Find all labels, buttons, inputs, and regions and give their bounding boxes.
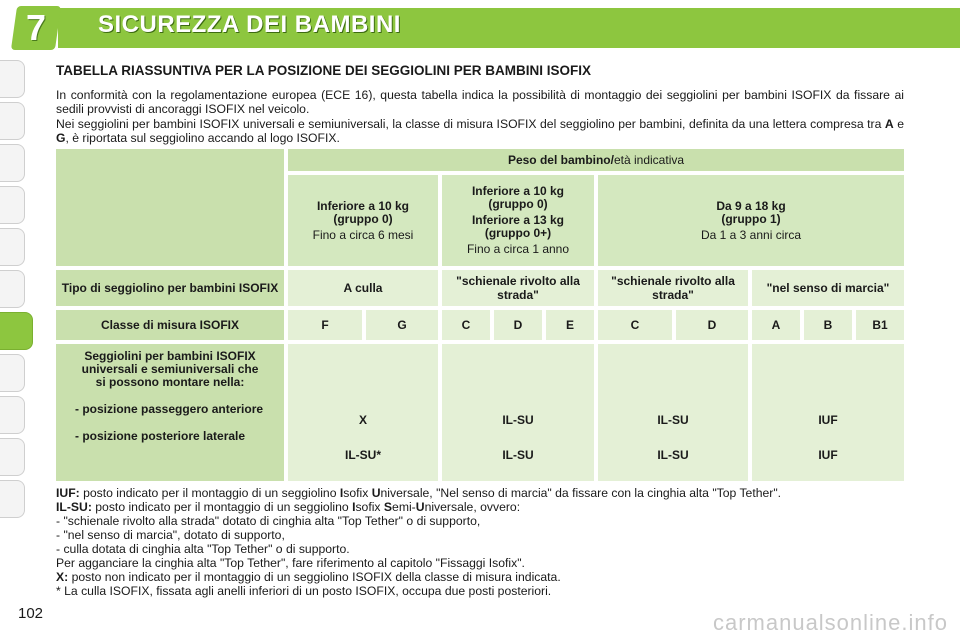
intro-letter-a: A [884, 117, 894, 131]
page-number: 102 [18, 605, 44, 622]
side-tabs [0, 60, 34, 522]
intro-letter-g: G [56, 131, 66, 145]
intro-text: e [893, 117, 904, 131]
note-hook: Per agganciare la cinghia alta "Top Tether", fare riferimento al capitolo "Fissaggi Isofix". [56, 556, 525, 570]
class-cell: C [442, 310, 490, 340]
note-letter: U [371, 486, 381, 500]
class-label: Classe di misura ISOFIX [56, 310, 284, 340]
watermark: carmanualsonline.info [712, 610, 948, 635]
rear-value: IL-SU* [345, 448, 381, 462]
type-label: Tipo di seggiolino per bambini ISOFIX [56, 270, 284, 306]
class-cell: G [366, 310, 438, 340]
note-key: IUF: [56, 486, 80, 500]
note-iuf [56, 486, 904, 500]
weight-header-rest: età indicativa [613, 153, 685, 167]
notes [56, 486, 904, 598]
group-weight: Inferiore a 10 kg [316, 198, 410, 213]
intro-text: , è riportata sul seggiolino accando al logo ISOFIX. [65, 131, 340, 145]
group-1 [598, 175, 904, 266]
note-key: X: [56, 570, 69, 584]
rear-value: IUF [818, 448, 838, 462]
front-value: IL-SU [657, 413, 689, 427]
table-corner [56, 149, 284, 266]
seat-col-1 [442, 344, 594, 481]
weight-header-bold: Peso del bambino/ [507, 153, 614, 167]
intro-text: Nei seggiolini per bambini ISOFIX universali e semiuniversali, la classe di misura ISOFIX del seggiolino per bambini, definita da una lettera compresa tra [56, 117, 885, 131]
group-0-plus [442, 175, 594, 266]
side-tab[interactable] [0, 228, 25, 266]
note-dash: - culla dotata di cinghia alta "Top Tether" o di supporto. [56, 542, 350, 556]
weight-header [288, 149, 904, 171]
class-cell: C [598, 310, 672, 340]
type-cell: "nel senso di marcia" [752, 270, 904, 306]
intro-paragraph-2 [56, 117, 904, 145]
side-tab[interactable] [0, 480, 25, 518]
side-tab[interactable] [0, 438, 25, 476]
side-tab[interactable] [0, 102, 25, 140]
note-key: IL-SU: [56, 500, 92, 514]
note-text: niversale, "Nel senso di marcia" da fissare con la cinghia alta "Top Tether". [380, 486, 782, 500]
group-age: Fino a circa 6 mesi [312, 227, 414, 242]
note-star: * La culla ISOFIX, fissata agli anelli inferiori di un posto ISOFIX, occupa due posti posteriori. [56, 584, 552, 598]
group-name: (gruppo 0) [488, 197, 548, 211]
note-text: niversale, ovvero: [424, 500, 521, 514]
side-tab[interactable] [0, 186, 25, 224]
note-letter: S [383, 500, 393, 514]
group-weight: Da 9 a 18 kg [716, 198, 786, 213]
group-name: (gruppo 0) [333, 211, 393, 226]
group-age: Da 1 a 3 anni circa [700, 227, 802, 242]
note-text: posto indicato per il montaggio di un seggiolino [91, 500, 353, 514]
chapter-number: 7 [25, 7, 47, 48]
seats-label: Seggiolini per bambini ISOFIX universali e semiuniversali che si possono montare nella: [81, 349, 259, 389]
note-letter: U [415, 500, 425, 514]
page-title: SICUREZZA DEI BAMBINI [98, 11, 401, 38]
seats-label-block [56, 344, 284, 481]
type-cell: "schienale rivolto alla strada" [442, 270, 594, 306]
group-name: (gruppo 1) [721, 211, 781, 226]
class-cell: B [804, 310, 852, 340]
front-value: IL-SU [502, 413, 534, 427]
side-tab[interactable] [0, 144, 25, 182]
rear-value: IL-SU [502, 448, 534, 462]
class-cell: F [288, 310, 362, 340]
side-tab[interactable] [0, 396, 25, 434]
class-cell: E [546, 310, 594, 340]
note-letter: I [352, 500, 356, 514]
rear-seat-label: - posizione posteriore laterale [75, 429, 246, 443]
note-text: posto non indicato per il montaggio di un seggiolino ISOFIX della classe di misura indicata. [68, 570, 561, 584]
note-text: sofix [355, 500, 384, 514]
intro-paragraph-1: In conformità con la regolamentazione europea (ECE 16), questa tabella indica la possibilità di montaggio dei seggiolini per bambini ISOFIX da fissare ai sedili provvisti di ancoraggi ISOFIX nel veicolo. [56, 88, 904, 116]
type-cell: "schienale rivolto alla strada" [598, 270, 748, 306]
section-title: TABELLA RIASSUNTIVA PER LA POSIZIONE DEI SEGGIOLINI PER BAMBINI ISOFIX [56, 63, 592, 78]
type-cell: A culla [288, 270, 438, 306]
front-value: X [358, 413, 367, 427]
side-tab[interactable] [0, 60, 25, 98]
class-cell: B1 [856, 310, 904, 340]
note-letter: I [339, 486, 344, 500]
rear-value: IL-SU [657, 448, 689, 462]
front-value: IUF [818, 413, 838, 427]
note-dash: - "nel senso di marcia", dotato di supporto, [56, 528, 285, 542]
class-cell: A [752, 310, 800, 340]
group-name: (gruppo 0+) [484, 226, 552, 240]
seat-col-0 [288, 344, 438, 481]
group-0 [288, 175, 438, 266]
seat-col-2 [598, 344, 748, 481]
side-tab-active[interactable] [0, 312, 33, 350]
note-ilsu [56, 500, 904, 514]
front-seat-label: - posizione passeggero anteriore [75, 402, 264, 416]
side-tab[interactable] [0, 270, 25, 308]
note-text: sofix [343, 486, 372, 500]
note-x [56, 570, 904, 584]
note-dash: - "schienale rivolto alla strada" dotato di cinghia alta "Top Tether" o di supporto, [56, 514, 481, 528]
note-text: emi- [392, 500, 416, 514]
group-weight: Inferiore a 10 kg [471, 184, 565, 198]
group-age: Fino a circa 1 anno [466, 242, 570, 256]
note-text: posto indicato per il montaggio di un seggiolino [79, 486, 340, 500]
side-tab[interactable] [0, 354, 25, 392]
seat-col-3 [752, 344, 904, 481]
isofix-table [56, 149, 904, 481]
class-cell: D [676, 310, 748, 340]
class-cell: D [494, 310, 542, 340]
group-weight: Inferiore a 13 kg [471, 213, 565, 227]
